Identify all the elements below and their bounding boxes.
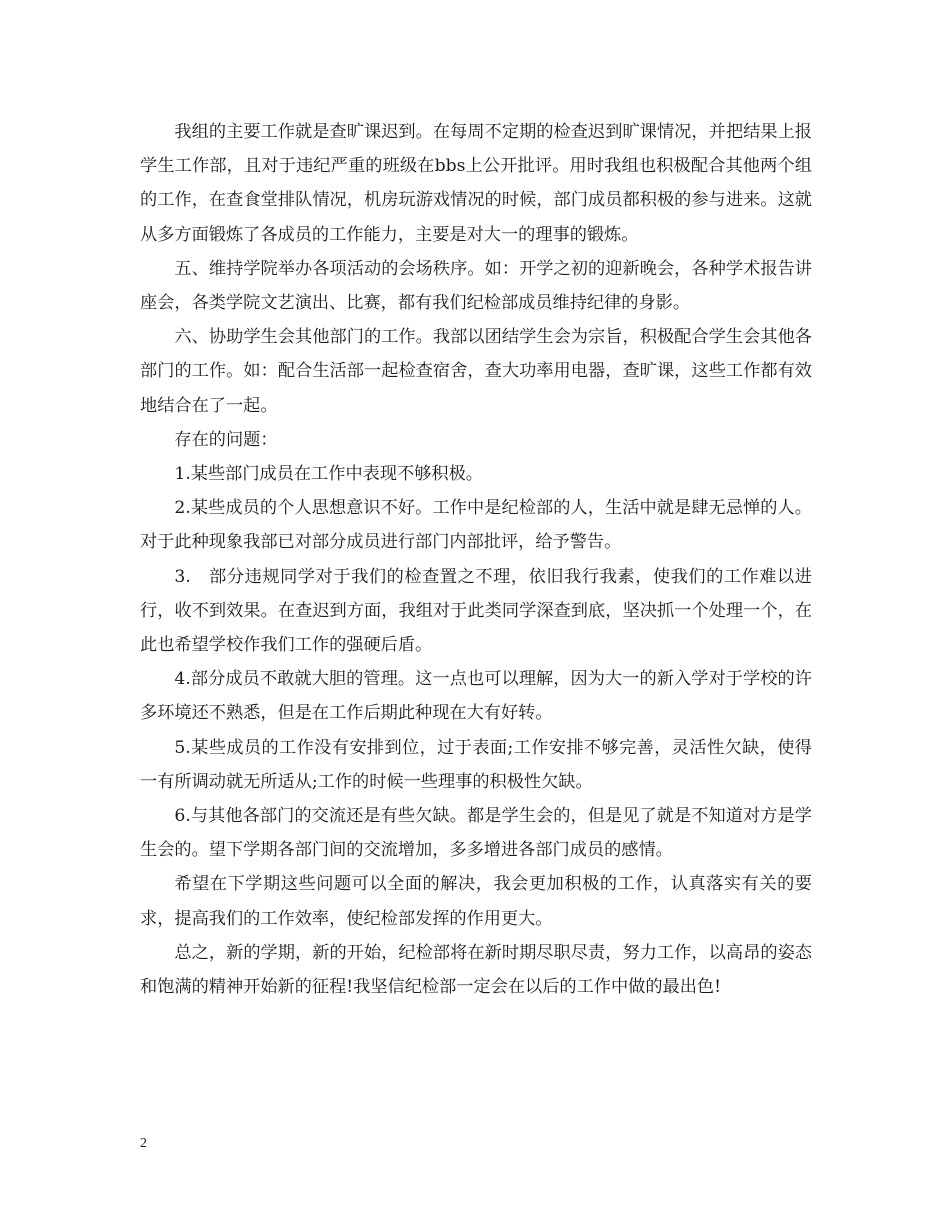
paragraph-assist-departments: 六、协助学生会其他部门的工作。我部以团结学生会为宗旨，积极配合学生会其他各部门的工作。如：配合生活部一起检查宿舍，查大功率用电器，查旷课，这些工作都有效地结合在了一起。: [140, 327, 812, 416]
paragraph-problem-5: 5.某些成员的工作没有安排到位，过于表面;工作安排不够完善，灵活性欠缺，使得一有所调动就无所适从;工作的时候一些理事的积极性欠缺。: [140, 737, 812, 792]
paragraph-problem-1: 1.某些部门成员在工作中表现不够积极。: [174, 464, 483, 485]
paragraph-event-order: 五、维持学院举办各项活动的会场秩序。如：开学之初的迎新晚会，各种学术报告讲座会，各类学院文艺演出、比赛，都有我们纪检部成员维持纪律的身影。: [140, 258, 812, 314]
paragraph-problem-6: 6.与其他各部门的交流还是有些欠缺。都是学生会的，但是见了就是不知道对方是学生会的。望下学期各部门间的交流增加，多多增进各部门成员的感情。: [140, 806, 812, 861]
paragraph-problem-2: 2.某些成员的个人思想意识不好。工作中是纪检部的人，生活中就是肆无忌惮的人。对于此种现象我部已对部分成员进行部门内部批评，给予警告。: [140, 498, 812, 553]
paragraph-problem-3: 3. 部分违规同学对于我们的检查置之不理，依旧我行我素，使我们的工作难以进行，收不到效果。在查迟到方面，我组对于此类同学深查到底，坚决抓一个处理一个，在此也希望学校作我们工作的强硬后盾。: [140, 566, 812, 656]
paragraph-problems-heading: 存在的问题：: [174, 429, 278, 450]
page-number: 2: [140, 1136, 147, 1151]
document-body: [140, 115, 812, 1004]
paragraph-conclusion: 总之，新的学期，新的开始，纪检部将在新时期尽职尽责，努力工作，以高昂的姿态和饱满的精神开始新的征程!我坚信纪检部一定会在以后的工作中做的最出色!: [140, 942, 812, 998]
paragraph-work-summary: 我组的主要工作就是查旷课迟到。在每周不定期的检查迟到旷课情况，并把结果上报学生工作部，且对于违纪严重的班级在bbs上公开批评。用时我组也积极配合其他两个组的工作，在查食堂排队情况，机房玩游戏情况的时候，部门成员都积极的参与进来。这就从多方面锻炼了各成员的工作能力，主要是对大一的理事的锻炼。: [140, 122, 812, 245]
paragraph-hope: 希望在下学期这些问题可以全面的解决，我会更加积极的工作，认真落实有关的要求，提高我们的工作效率，使纪检部发挥的作用更大。: [140, 874, 812, 929]
paragraph-problem-4: 4.部分成员不敢就大胆的管理。这一点也可以理解，因为大一的新入学对于学校的许多环境还不熟悉，但是在工作后期此种现在大有好转。: [140, 669, 812, 724]
